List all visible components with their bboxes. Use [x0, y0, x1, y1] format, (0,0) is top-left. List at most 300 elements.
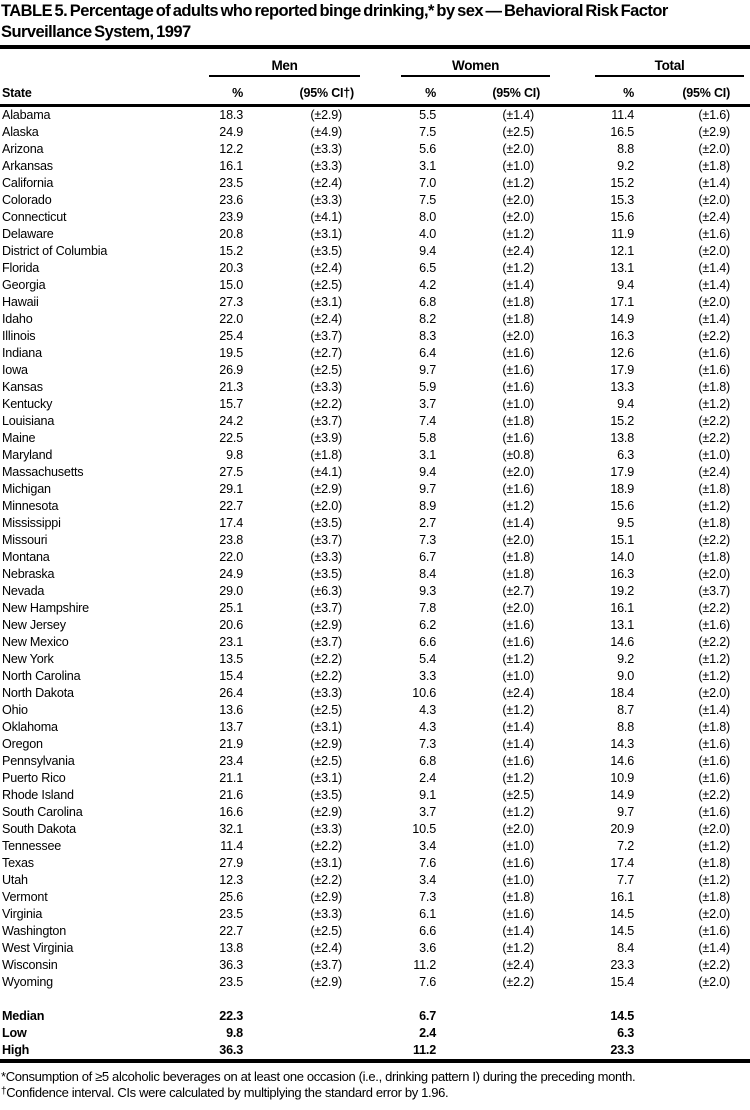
total-pct-value: 14.5 [610, 924, 635, 938]
summary-label: Median [2, 1009, 45, 1023]
group-header-total [534, 49, 750, 77]
women-pct-value: 7.4 [419, 414, 437, 428]
women-ci-value: (±1.4) [502, 720, 535, 734]
women-ci-value: (±1.2) [502, 771, 535, 785]
footnote-consumption-text: Consumption of ≥5 alcoholic beverages on at least one occasion (i.e., drinking pattern I) during the preceding month. [5, 1069, 636, 1084]
table-row [0, 277, 750, 294]
table-row [0, 770, 750, 787]
state-name: Arkansas [2, 159, 53, 173]
women-ci-value: (±1.8) [502, 567, 535, 581]
state-name: Hawaii [2, 295, 39, 309]
women-pct-value: 7.3 [419, 890, 437, 904]
women-ci-value: (±2.0) [502, 533, 535, 547]
state-name: Kentucky [2, 397, 53, 411]
total-pct-value: 23.3 [610, 958, 635, 972]
total-pct-value: 18.4 [610, 686, 635, 700]
women-pct-value: 6.8 [419, 754, 437, 768]
women-pct-value: 4.3 [419, 703, 437, 717]
women-ci-value: (±1.0) [502, 839, 535, 853]
women-ci-value: (±1.6) [502, 346, 535, 360]
men-pct-value: 20.3 [219, 261, 243, 275]
men-ci-value: (±3.5) [310, 788, 343, 802]
women-pct-value: 9.1 [419, 788, 437, 802]
men-ci-value: (±2.2) [310, 873, 343, 887]
table-row [0, 753, 750, 770]
women-ci-value: (±1.6) [502, 907, 535, 921]
binge-drinking-table [0, 49, 750, 1063]
women-ci-summary [436, 1025, 534, 1042]
women-pct-value: 3.1 [419, 159, 437, 173]
total-pct-value: 6.3 [617, 448, 635, 462]
men-ci-value: (±3.5) [310, 244, 343, 258]
men-pct-value: 15.0 [219, 278, 243, 292]
state-name: Iowa [2, 363, 28, 377]
total-ci-value: (±1.8) [698, 482, 731, 496]
women-pct-value: 3.1 [419, 448, 437, 462]
men-ci-value: (±2.9) [310, 805, 343, 819]
state-name: Mississippi [2, 516, 61, 530]
table-row [0, 396, 750, 413]
total-pct-value: 16.3 [610, 567, 635, 581]
women-ci-value: (±1.4) [502, 924, 535, 938]
total-ci-value: (±2.0) [698, 193, 731, 207]
men-ci-value: (±3.5) [310, 516, 343, 530]
total-ci-value: (±2.2) [698, 533, 731, 547]
total-pct-value: 16.3 [610, 329, 635, 343]
women-ci-value: (±1.4) [502, 737, 535, 751]
men-ci-value: (±4.1) [310, 465, 343, 479]
total-pct-value: 14.0 [610, 550, 635, 564]
women-ci-value: (±2.0) [502, 329, 535, 343]
women-pct-value: 9.7 [419, 363, 437, 377]
men-pct-value: 23.6 [219, 193, 243, 207]
state-name: South Dakota [2, 822, 76, 836]
state-name: Missouri [2, 533, 48, 547]
table-row [0, 192, 750, 209]
men-pct-value: 29.1 [219, 482, 243, 496]
women-pct-value: 9.4 [419, 465, 437, 479]
total-pct-value: 14.3 [610, 737, 635, 751]
total-pct-value: 13.3 [610, 380, 635, 394]
table-row [0, 889, 750, 906]
men-ci-value: (±3.3) [310, 380, 343, 394]
women-ci-value: (±2.4) [502, 244, 535, 258]
state-name: New York [2, 652, 54, 666]
total-pct-value: 7.7 [617, 873, 635, 887]
total-pct-value: 16.1 [610, 601, 635, 615]
men-ci-value: (±3.3) [310, 907, 343, 921]
women-ci-value: (±1.2) [502, 499, 535, 513]
men-ci-value: (±2.9) [243, 106, 342, 125]
men-pct-value: 25.1 [219, 601, 243, 615]
women-pct-value: 5.9 [419, 380, 437, 394]
state-name: North Carolina [2, 669, 81, 683]
men-pct-value: 21.3 [219, 380, 243, 394]
men-ci-value: (±1.8) [310, 448, 343, 462]
men-ci-value: (±3.7) [310, 329, 343, 343]
total-pct-value: 20.9 [610, 822, 635, 836]
men-pct-value: 17.4 [219, 516, 243, 530]
women-ci-value: (±0.8) [502, 448, 535, 462]
total-ci-value: (±2.2) [698, 635, 731, 649]
state-name: New Mexico [2, 635, 69, 649]
table-row [0, 855, 750, 872]
table-row [0, 821, 750, 838]
men-pct-value: 22.0 [219, 550, 243, 564]
men-ci-value: (±3.1) [310, 227, 343, 241]
total-ci-summary [634, 1008, 750, 1025]
state-name: Oregon [2, 737, 43, 751]
women-ci-header [436, 77, 541, 106]
women-ci-value: (±1.2) [502, 703, 535, 717]
table-row [0, 685, 750, 702]
men-ci-value: (±2.4) [310, 176, 343, 190]
summary-row [0, 1042, 750, 1061]
table-row [0, 260, 750, 277]
state-name: New Jersey [2, 618, 66, 632]
total-pct-value: 19.2 [610, 584, 635, 598]
state-name: Montana [2, 550, 50, 564]
total-pct-value: 8.8 [617, 720, 635, 734]
women-ci-value: (±1.0) [502, 397, 535, 411]
total-pct-value: 14.6 [610, 754, 635, 768]
men-ci-value: (±3.7) [310, 533, 343, 547]
table-row [0, 226, 750, 243]
total-ci-value: (±1.2) [698, 873, 731, 887]
table-row [0, 583, 750, 600]
total-ci-summary [634, 1025, 750, 1042]
total-pct-value: 10.9 [610, 771, 635, 785]
footnotes [0, 1063, 727, 1100]
table-row [0, 804, 750, 821]
table-row [0, 549, 750, 566]
total-ci-value: (±1.8) [698, 856, 731, 870]
women-pct-value: 3.7 [419, 805, 437, 819]
total-ci-value: (±2.2) [698, 431, 731, 445]
total-pct-value: 16.1 [610, 890, 635, 904]
total-pct-value: 14.9 [610, 312, 635, 326]
men-pct-value: 27.5 [219, 465, 243, 479]
men-ci-header [243, 77, 355, 106]
total-pct-value: 17.1 [610, 295, 635, 309]
total-ci-value: (±2.0) [698, 975, 731, 989]
total-ci-value: (±1.8) [698, 550, 731, 564]
men-group-label: Men [209, 58, 360, 77]
total-ci-value: (±1.6) [698, 737, 731, 751]
women-pct-value: 7.3 [419, 737, 437, 751]
men-ci-value: (±2.5) [310, 703, 343, 717]
women-ci-value: (±1.6) [502, 380, 535, 394]
table-row [0, 617, 750, 634]
women-ci-value: (±2.0) [502, 465, 535, 479]
table-row [0, 311, 750, 328]
women-pct-value: 7.0 [419, 176, 437, 190]
total-pct-value: 15.3 [610, 193, 635, 207]
total-pct-value: 15.4 [610, 975, 635, 989]
men-pct-value: 20.8 [219, 227, 243, 241]
men-ci-value: (±3.3) [310, 142, 343, 156]
women-ci-value: (±2.4) [502, 958, 535, 972]
state-name: Maryland [2, 448, 53, 462]
table-row [0, 974, 750, 991]
total-ci-header: (95% CI) [682, 86, 731, 100]
women-pct-summary: 11.2 [342, 1042, 436, 1061]
total-pct-value: 8.7 [617, 703, 635, 717]
table-row [0, 379, 750, 396]
men-ci-value: (±2.5) [310, 924, 343, 938]
table-row [0, 532, 750, 549]
men-pct-value: 24.2 [219, 414, 243, 428]
women-ci-value: (±1.6) [502, 363, 535, 377]
men-ci-value: (±3.1) [310, 771, 343, 785]
group-header-spacer [0, 49, 205, 77]
total-ci-value: (±1.8) [698, 890, 731, 904]
table-row [0, 719, 750, 736]
men-ci-value: (±3.3) [310, 822, 343, 836]
women-ci-value: (±2.0) [502, 822, 535, 836]
men-pct-value: 27.3 [219, 295, 243, 309]
total-pct-value: 17.9 [610, 465, 635, 479]
table-header [0, 49, 750, 106]
men-ci-value: (±2.5) [310, 363, 343, 377]
men-pct-value: 18.3 [205, 106, 243, 125]
table-row [0, 209, 750, 226]
men-pct-value: 16.6 [219, 805, 243, 819]
women-pct-value: 6.6 [419, 924, 437, 938]
men-pct-value: 23.5 [219, 975, 243, 989]
total-pct-value: 9.0 [617, 669, 635, 683]
women-pct-value: 6.8 [419, 295, 437, 309]
men-pct-value: 22.5 [219, 431, 243, 445]
table-row [0, 566, 750, 583]
women-ci-value: (±1.8) [502, 550, 535, 564]
men-ci-value: (±2.7) [310, 346, 343, 360]
total-pct-value: 15.1 [610, 533, 635, 547]
total-ci-value: (±2.2) [698, 414, 731, 428]
state-name: Arizona [2, 142, 44, 156]
men-ci-value: (±4.1) [310, 210, 343, 224]
total-ci-value: (±1.6) [634, 106, 750, 125]
total-ci-value: (±2.0) [698, 142, 731, 156]
men-ci-value: (±2.9) [310, 975, 343, 989]
women-pct-value: 5.6 [419, 142, 437, 156]
total-pct-value: 14.9 [610, 788, 635, 802]
men-ci-value: (±3.7) [310, 414, 343, 428]
total-ci-value: (±1.6) [698, 771, 731, 785]
state-name: Nevada [2, 584, 45, 598]
men-pct-value: 19.5 [219, 346, 243, 360]
women-pct-value: 10.5 [412, 822, 437, 836]
total-ci-value: (±2.0) [698, 907, 731, 921]
table-row [0, 243, 750, 260]
table-row [0, 600, 750, 617]
men-pct-value: 36.3 [219, 958, 243, 972]
men-ci-value: (±3.3) [310, 686, 343, 700]
women-group-label: Women [401, 58, 550, 77]
men-ci-value: (±3.7) [310, 958, 343, 972]
women-pct-value: 6.4 [419, 346, 437, 360]
women-pct-value: 2.4 [419, 771, 437, 785]
women-pct-value: 5.4 [419, 652, 437, 666]
women-pct-value: 8.2 [419, 312, 437, 326]
table-row [0, 736, 750, 753]
state-name: Idaho [2, 312, 33, 326]
table-row [0, 158, 750, 175]
state-name: District of Columbia [2, 244, 108, 258]
table-row [0, 124, 750, 141]
women-ci-value: (±1.4) [502, 278, 535, 292]
total-pct-value: 13.1 [610, 618, 635, 632]
men-pct-value: 21.1 [219, 771, 243, 785]
men-pct-value: 24.9 [219, 567, 243, 581]
total-ci-value: (±1.2) [698, 652, 731, 666]
women-pct-value: 7.8 [419, 601, 437, 615]
state-name: Maine [2, 431, 36, 445]
men-ci-value: (±3.1) [310, 720, 343, 734]
men-ci-value: (±2.5) [310, 754, 343, 768]
total-ci-value: (±1.8) [698, 720, 731, 734]
total-pct-value: 9.2 [617, 159, 635, 173]
women-ci-value: (±1.8) [502, 295, 535, 309]
men-pct-value: 21.6 [219, 788, 243, 802]
women-ci-summary [436, 1008, 534, 1025]
men-ci-value: (±3.5) [310, 567, 343, 581]
total-ci-value: (±2.0) [698, 822, 731, 836]
total-pct-value: 17.4 [610, 856, 635, 870]
men-pct-value: 21.9 [219, 737, 243, 751]
men-ci-value: (±3.1) [310, 295, 343, 309]
table-row [0, 634, 750, 651]
women-ci-value: (±1.4) [502, 516, 535, 530]
men-ci-value: (±2.4) [310, 312, 343, 326]
state-name: Delaware [2, 227, 54, 241]
total-pct-value: 14.5 [610, 907, 635, 921]
total-ci-value: (±1.4) [698, 261, 731, 275]
women-ci-header-label: (95% CI) [492, 86, 541, 100]
women-pct-summary: 2.4 [419, 1026, 437, 1040]
total-ci-value: (±1.4) [698, 703, 731, 717]
total-pct-value: 11.9 [611, 227, 635, 241]
state-name: Massachusetts [2, 465, 84, 479]
women-pct-value: 8.4 [419, 567, 437, 581]
table-title: TABLE 5. Percentage of adults who reported binge drinking,* by sex — Behavioral Risk Factor Surveillance System, 1997 [1, 2, 668, 41]
total-ci-value: (±2.0) [698, 686, 731, 700]
spacer-row [0, 991, 750, 1008]
men-pct-value: 23.5 [219, 907, 243, 921]
table-row [0, 787, 750, 804]
women-pct-summary: 6.7 [419, 1009, 437, 1023]
total-pct-value: 9.4 [617, 278, 635, 292]
summary-row [0, 1025, 750, 1042]
state-name: Pennsylvania [2, 754, 75, 768]
total-pct-value: 9.2 [617, 652, 635, 666]
total-ci-value: (±2.2) [698, 601, 731, 615]
state-column-header: State [2, 86, 32, 100]
men-ci-value: (±2.9) [310, 737, 343, 751]
women-pct-value: 6.1 [419, 907, 437, 921]
men-pct-value: 25.4 [219, 329, 243, 343]
men-pct-value: 24.9 [219, 125, 243, 139]
state-name: Virginia [2, 907, 43, 921]
total-pct-value: 12.1 [610, 244, 635, 258]
table-row [0, 175, 750, 192]
total-ci-value: (±1.2) [698, 839, 731, 853]
asterisk-marker: * [1, 1069, 6, 1084]
table-row [0, 872, 750, 889]
table-row [0, 957, 750, 974]
total-ci-value: (±2.2) [698, 958, 731, 972]
women-ci-value: (±1.6) [502, 635, 535, 649]
women-pct-value: 8.3 [419, 329, 437, 343]
women-ci-value: (±1.2) [502, 941, 535, 955]
men-pct-value: 13.8 [219, 941, 243, 955]
women-ci-value: (±1.2) [502, 261, 535, 275]
state-name: South Carolina [2, 805, 83, 819]
men-ci-value: (±2.2) [310, 669, 343, 683]
men-pct-value: 22.7 [219, 924, 243, 938]
women-ci-value: (±1.6) [502, 754, 535, 768]
men-pct-value: 22.7 [219, 499, 243, 513]
total-ci-value: (±1.6) [698, 805, 731, 819]
total-pct-value: 15.6 [610, 499, 635, 513]
women-ci-value: (±2.5) [502, 788, 535, 802]
women-ci-value: (±2.0) [502, 210, 535, 224]
women-pct-value: 3.3 [419, 669, 437, 683]
men-pct-value: 26.4 [219, 686, 243, 700]
total-pct-summary: 23.3 [534, 1042, 634, 1061]
total-pct-value: 12.6 [610, 346, 635, 360]
women-pct-value: 6.6 [419, 635, 437, 649]
total-ci-value: (±1.8) [698, 159, 731, 173]
table-row [0, 651, 750, 668]
men-pct-value: 12.3 [219, 873, 243, 887]
men-pct-value: 26.9 [219, 363, 243, 377]
women-pct-value: 3.6 [419, 941, 437, 955]
total-ci-value: (±2.0) [698, 295, 731, 309]
table-row [0, 294, 750, 311]
total-ci-value: (±1.2) [698, 499, 731, 513]
women-ci-value: (±1.8) [502, 312, 535, 326]
men-ci-summary [243, 1042, 342, 1061]
men-pct-value: 23.8 [219, 533, 243, 547]
table-row [0, 464, 750, 481]
women-ci-value: (±1.2) [502, 805, 535, 819]
men-ci-value: (±3.7) [310, 601, 343, 615]
table-row [0, 481, 750, 498]
table-row [0, 906, 750, 923]
men-pct-value: 15.7 [219, 397, 243, 411]
men-pct-value: 20.6 [219, 618, 243, 632]
total-pct-value: 8.4 [617, 941, 635, 955]
table-row [0, 838, 750, 855]
men-pct-value: 15.2 [219, 244, 243, 258]
total-ci-value: (±1.6) [698, 227, 731, 241]
summary-body [0, 991, 750, 1061]
state-name: Alaska [2, 125, 39, 139]
total-pct-value: 9.5 [617, 516, 635, 530]
total-ci-value: (±1.0) [698, 448, 731, 462]
women-pct-value: 7.3 [419, 533, 437, 547]
state-name: Indiana [2, 346, 42, 360]
state-name: Wyoming [2, 975, 53, 989]
women-pct-value: 6.5 [419, 261, 437, 275]
women-ci-value: (±1.8) [502, 890, 535, 904]
men-ci-value: (±2.2) [310, 397, 343, 411]
men-pct-value: 16.1 [219, 159, 243, 173]
women-pct-value: 11.2 [413, 958, 437, 972]
total-pct-value: 15.2 [610, 414, 635, 428]
summary-label: High [0, 1042, 205, 1061]
